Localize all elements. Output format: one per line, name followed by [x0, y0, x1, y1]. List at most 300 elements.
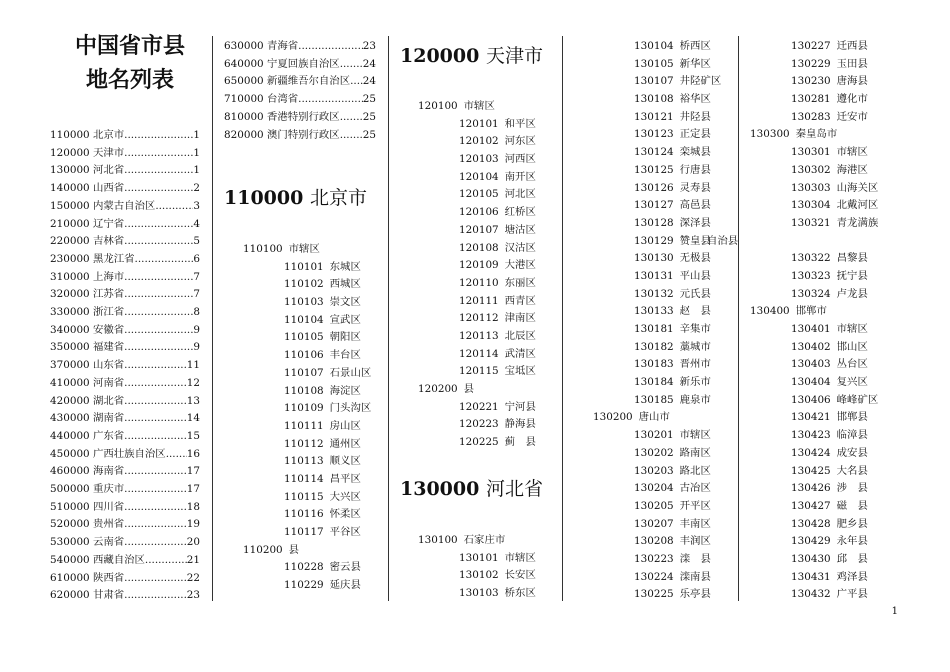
toc-entry-title: 510000 四川省	[50, 500, 125, 513]
region-code: 110200	[243, 543, 283, 556]
region-row	[750, 250, 878, 268]
region-code: 110102	[284, 278, 324, 291]
region-code: 130104	[634, 40, 674, 52]
region-name: 峰峰矿区	[836, 393, 879, 406]
region-row-parent	[750, 126, 878, 144]
toc-entry-title: 370000 山东省	[50, 359, 125, 372]
region-row	[750, 286, 878, 304]
region-code: 120115	[459, 365, 499, 378]
region-code: 130181	[634, 323, 674, 335]
region-name: 蓟 县	[504, 436, 536, 449]
region-code: 130300	[750, 128, 790, 141]
region-row	[750, 586, 878, 604]
region-name: 河东区	[504, 135, 536, 148]
region-row-parent	[418, 381, 536, 399]
region-code: 130183	[634, 358, 674, 371]
region-name: 塘沽区	[504, 223, 536, 236]
toc-entry[interactable]	[50, 428, 200, 446]
region-code: 130424	[791, 446, 831, 459]
region-code: 130108	[634, 93, 674, 106]
toc-leader-dots	[145, 552, 187, 570]
region-name: 石景山区	[329, 366, 372, 379]
region-name: 遵化市	[836, 93, 868, 106]
toc-entry[interactable]	[50, 463, 200, 481]
toc-entry-page: 23	[186, 589, 200, 602]
region-row	[243, 471, 371, 489]
region-name: 崇文区	[329, 296, 361, 309]
region-name: 山海关区	[836, 181, 879, 194]
region-code: 110111	[284, 419, 324, 432]
toc-entry[interactable]	[50, 180, 200, 198]
region-name: 唐山市	[638, 411, 670, 424]
region-code: 130125	[634, 163, 674, 176]
region-row	[750, 551, 878, 569]
region-row	[418, 186, 536, 204]
region-code: 130322	[791, 252, 831, 265]
toc-entry-page: 13	[186, 394, 200, 407]
region-code: 120107	[459, 223, 499, 236]
region-row	[593, 126, 721, 144]
toc-leader-dots	[124, 322, 193, 340]
region-row	[593, 321, 721, 339]
region-row	[750, 480, 878, 498]
region-name: 市辖区	[504, 551, 536, 564]
toc-entry-title: 340000 安徽省	[50, 323, 125, 336]
toc-entry-page: 25	[362, 110, 376, 123]
region-code: 130132	[634, 287, 674, 300]
toc-entry[interactable]	[50, 286, 200, 304]
toc-entry-title: 430000 湖南省	[50, 412, 125, 425]
region-code: 120104	[459, 170, 499, 183]
region-code: 110229	[284, 579, 324, 592]
region-row-parent	[418, 532, 536, 550]
toc-entry[interactable]	[224, 127, 376, 145]
toc-entry[interactable]	[50, 304, 200, 322]
region-row	[750, 109, 878, 127]
region-row	[750, 339, 878, 357]
toc-entry-page: 22	[186, 571, 200, 584]
toc-entry-title: 640000 宁夏回族自治区	[224, 57, 340, 70]
toc-entry[interactable]	[50, 587, 200, 605]
region-row	[593, 180, 721, 198]
toc-leader-dots	[124, 375, 187, 393]
region-name: 南开区	[504, 170, 536, 183]
region-row	[593, 144, 721, 162]
toc-entry[interactable]	[50, 233, 200, 251]
region-code: 130100	[418, 534, 458, 546]
region-code: 130230	[791, 75, 831, 88]
region-code: 110116	[284, 508, 324, 521]
region-row	[418, 240, 536, 258]
toc-entry-page: 3	[193, 199, 200, 212]
section-heading-beijing	[224, 183, 367, 210]
toc-entry-title: 320000 江苏省	[50, 288, 125, 301]
region-row	[593, 268, 721, 286]
region-row	[593, 339, 721, 357]
region-row	[593, 56, 721, 74]
region-name: 临漳县	[836, 429, 868, 442]
region-row	[418, 169, 536, 187]
region-name: 市辖区	[836, 146, 868, 159]
toc-entry[interactable]	[50, 516, 200, 534]
toc-entry-title: 460000 海南省	[50, 465, 125, 478]
region-code: 120111	[459, 294, 499, 307]
toc-leader-dots	[298, 38, 363, 56]
toc-entry-title: 110000 北京市	[50, 129, 125, 141]
region-code: 120221	[459, 400, 499, 413]
toc-entry-page: 25	[362, 93, 376, 106]
toc-entry[interactable]	[50, 339, 200, 357]
region-row	[418, 328, 536, 346]
toc-entry-page: 6	[193, 252, 200, 265]
region-code: 130201	[634, 429, 674, 442]
region-row	[593, 463, 721, 481]
region-row	[593, 215, 721, 233]
region-row	[243, 559, 371, 577]
region-name: 房山区	[329, 419, 361, 432]
section-code: 110000	[224, 187, 304, 209]
region-name: 密云县	[329, 561, 361, 574]
region-name: 县	[288, 543, 300, 556]
region-code: 120101	[459, 117, 499, 130]
toc-list-2	[224, 38, 376, 144]
region-name: 路南区	[679, 446, 711, 459]
toc-entry[interactable]	[50, 410, 200, 428]
region-name: 广平县	[836, 588, 868, 601]
toc-entry-page: 7	[193, 288, 200, 301]
region-name: 晋州市	[679, 358, 711, 371]
toc-entry[interactable]	[50, 499, 200, 517]
region-name: 昌平区	[329, 472, 361, 485]
region-name: 宝坻区	[504, 365, 536, 378]
toc-leader-dots	[340, 127, 363, 145]
hebei-list-continued-2	[707, 38, 879, 604]
toc-entry[interactable]	[224, 38, 376, 56]
region-row	[243, 312, 371, 330]
region-row	[750, 56, 878, 74]
region-row	[418, 116, 536, 134]
toc-leader-dots	[124, 269, 193, 287]
toc-leader-dots	[124, 534, 187, 552]
region-code: 130208	[634, 535, 674, 548]
toc-entry[interactable]	[224, 73, 376, 91]
region-name: 开平区	[679, 499, 711, 512]
region-code: 130224	[634, 570, 674, 583]
region-code: 110100	[243, 243, 283, 255]
toc-entry[interactable]	[50, 198, 200, 216]
toc-entry-page: 12	[186, 376, 200, 389]
region-name: 赵 县	[679, 305, 711, 318]
region-row	[593, 91, 721, 109]
hebei-list-continued	[593, 38, 721, 604]
region-name: 丰台区	[329, 349, 361, 362]
region-name: 邱 县	[836, 552, 868, 565]
region-row	[243, 436, 371, 454]
toc-entry-title: 650000 新疆维吾尔自治区	[224, 75, 351, 88]
region-name: 抚宁县	[836, 269, 868, 282]
toc-entry[interactable]	[50, 552, 200, 570]
toc-entry-page: 15	[186, 429, 200, 442]
section-heading-hebei	[400, 474, 543, 501]
toc-entry-title: 210000 辽宁省	[50, 217, 125, 230]
region-row	[750, 569, 878, 587]
document-title-line2: 地名列表	[85, 68, 174, 93]
region-name: 桥西区	[679, 40, 711, 52]
region-code: 130223	[634, 552, 674, 565]
region-row	[750, 516, 878, 534]
region-row	[243, 294, 371, 312]
region-row	[750, 268, 878, 286]
region-name: 玉田县	[836, 57, 868, 70]
region-code: 130207	[634, 517, 674, 530]
region-code: 120200	[418, 383, 458, 395]
region-name: 永年县	[836, 535, 868, 548]
toc-entry[interactable]	[224, 56, 376, 74]
region-name: 长安区	[504, 569, 536, 582]
region-code: 130431	[791, 570, 831, 583]
region-code: 120106	[459, 206, 499, 219]
toc-leader-dots	[124, 587, 187, 605]
region-row	[750, 91, 878, 109]
toc-entry-page: 25	[362, 128, 376, 141]
toc-entry-title: 530000 云南省	[50, 536, 125, 549]
region-name: 乐亭县	[679, 588, 711, 601]
toc-entry[interactable]	[50, 322, 200, 340]
toc-leader-dots	[124, 127, 193, 145]
region-row	[418, 204, 536, 222]
page-number: 1	[891, 606, 898, 617]
region-row	[243, 453, 371, 471]
toc-entry-page: 1	[193, 164, 200, 177]
region-row	[593, 551, 721, 569]
toc-entry-title: 150000 内蒙古自治区	[50, 199, 156, 212]
region-name: 涉 县	[836, 482, 868, 495]
region-code: 130301	[791, 146, 831, 159]
region-name: 北戴河区	[836, 199, 879, 212]
region-row	[418, 257, 536, 275]
region-name: 市辖区	[288, 243, 320, 255]
toc-entry-title: 140000 山西省	[50, 182, 125, 195]
toc-entry[interactable]	[50, 446, 200, 464]
region-code: 120100	[418, 100, 458, 112]
toc-entry[interactable]	[224, 109, 376, 127]
toc-entry[interactable]	[50, 251, 200, 269]
region-code: 130182	[634, 340, 674, 353]
region-row	[243, 489, 371, 507]
region-row	[243, 276, 371, 294]
region-code: 120112	[459, 312, 499, 325]
region-code: 130102	[459, 569, 499, 582]
region-name: 高邑县	[679, 199, 711, 212]
region-name: 昌黎县	[836, 252, 868, 265]
toc-leader-dots	[124, 481, 187, 499]
region-name: 深泽县	[679, 216, 711, 229]
region-name: 汉沽区	[504, 241, 536, 254]
toc-leader-dots	[350, 73, 363, 91]
region-row	[750, 197, 878, 215]
region-name: 邯郸市	[795, 305, 827, 318]
toc-entry-page: 17	[186, 483, 200, 496]
region-name: 裕华区	[679, 93, 711, 106]
region-row	[243, 418, 371, 436]
region-code: 120110	[459, 276, 499, 289]
region-row	[593, 569, 721, 587]
region-row-parent	[418, 98, 536, 116]
region-code: 130402	[791, 340, 831, 353]
region-code: 110103	[284, 296, 324, 309]
toc-entry[interactable]	[50, 127, 200, 145]
toc-entry-page: 16	[186, 447, 200, 460]
region-code: 130302	[791, 163, 831, 176]
region-row	[593, 162, 721, 180]
region-code: 130425	[791, 464, 831, 477]
region-code: 130184	[634, 376, 674, 389]
region-code: 130406	[791, 393, 831, 406]
toc-leader-dots	[124, 304, 193, 322]
region-row	[750, 392, 878, 410]
column-divider	[212, 36, 213, 601]
region-row	[593, 533, 721, 551]
toc-leader-dots	[124, 499, 187, 517]
region-code: 130127	[634, 199, 674, 212]
toc-entry[interactable]	[50, 375, 200, 393]
region-code: 130427	[791, 499, 831, 512]
region-row	[418, 310, 536, 328]
region-code: 130205	[634, 499, 674, 512]
region-row	[418, 550, 536, 568]
region-code: 130304	[791, 199, 831, 212]
region-code: 130103	[459, 587, 499, 600]
toc-leader-dots	[124, 216, 193, 234]
region-code: 130281	[791, 93, 831, 106]
region-row-parent	[750, 303, 878, 321]
toc-entry-title: 330000 浙江省	[50, 306, 125, 319]
region-name: 宣武区	[329, 313, 361, 326]
region-code: 110114	[284, 472, 324, 485]
toc-entry-title: 810000 香港特别行政区	[224, 110, 340, 123]
toc-entry[interactable]	[50, 162, 200, 180]
region-code: 130430	[791, 552, 831, 565]
region-row	[593, 109, 721, 127]
region-code: 130107	[634, 75, 674, 88]
region-name: 新华区	[679, 57, 711, 70]
region-code: 130227	[791, 40, 831, 52]
region-row-parent	[243, 241, 371, 259]
region-name: 栾城县	[679, 146, 711, 159]
region-code: 110115	[284, 490, 324, 503]
region-name: 灵寿县	[679, 181, 711, 194]
section-name: 天津市	[485, 45, 543, 67]
region-row	[418, 346, 536, 364]
toc-entry[interactable]	[50, 534, 200, 552]
region-name: 西城区	[329, 278, 361, 291]
toc-entry-page: 24	[362, 75, 376, 88]
region-row	[593, 374, 721, 392]
region-row	[243, 365, 371, 383]
region-row	[243, 347, 371, 365]
toc-entry[interactable]	[224, 91, 376, 109]
region-name: 新乐市	[679, 376, 711, 389]
region-name: 市辖区	[836, 323, 868, 335]
region-name: 行唐县	[679, 163, 711, 176]
region-code: 130432	[791, 588, 831, 601]
region-name: 肥乡县	[836, 517, 868, 530]
toc-entry-page: 20	[186, 536, 200, 549]
toc-list-1	[50, 127, 200, 605]
region-code: 130225	[634, 588, 674, 601]
toc-entry-title: 820000 澳门特别行政区	[224, 128, 340, 141]
toc-entry-title: 420000 湖北省	[50, 394, 125, 407]
region-row	[750, 321, 878, 339]
region-name: 滦南县	[679, 570, 711, 583]
toc-entry[interactable]	[50, 393, 200, 411]
toc-leader-dots	[135, 251, 194, 269]
toc-entry[interactable]	[50, 269, 200, 287]
region-name: 海港区	[836, 163, 868, 176]
region-code: 110104	[284, 313, 324, 326]
region-name: 怀柔区	[329, 508, 361, 521]
region-name: 朝阳区	[329, 331, 361, 344]
region-row	[418, 567, 536, 585]
region-code: 120223	[459, 418, 499, 431]
region-code: 110107	[284, 366, 324, 379]
region-code: 130185	[634, 393, 674, 406]
region-row	[750, 427, 878, 445]
region-row	[750, 445, 878, 463]
toc-leader-dots	[166, 446, 187, 464]
section-name: 河北省	[485, 478, 543, 500]
region-name: 赞皇县	[679, 234, 711, 247]
toc-entry-page: 19	[186, 518, 200, 531]
toc-leader-dots	[124, 410, 187, 428]
region-code: 130423	[791, 429, 831, 442]
toc-entry[interactable]	[50, 570, 200, 588]
region-code: 130123	[634, 128, 674, 141]
region-code: 110108	[284, 384, 324, 397]
toc-entry[interactable]	[50, 481, 200, 499]
region-name: 红桥区	[504, 206, 536, 219]
region-row-parent	[593, 409, 721, 427]
toc-entry-title: 710000 台湾省	[224, 93, 299, 106]
region-name: 复兴区	[836, 376, 868, 389]
region-name: 和平区	[504, 117, 536, 130]
region-code: 110113	[284, 455, 324, 468]
region-code: 130283	[791, 110, 831, 123]
region-name: 石家庄市	[463, 534, 506, 546]
toc-entry[interactable]	[50, 145, 200, 163]
region-code: 130133	[634, 305, 674, 318]
region-row	[593, 427, 721, 445]
region-name: 自治县	[707, 234, 739, 247]
column-divider	[562, 36, 563, 601]
toc-entry[interactable]	[50, 216, 200, 234]
region-row	[243, 524, 371, 542]
toc-entry[interactable]	[50, 357, 200, 375]
toc-leader-dots	[124, 145, 193, 163]
region-code: 130124	[634, 146, 674, 159]
toc-leader-dots	[155, 198, 193, 216]
region-row	[243, 577, 371, 595]
toc-leader-dots	[124, 286, 193, 304]
region-code: 130200	[593, 411, 633, 424]
region-code: 120109	[459, 259, 499, 272]
region-code: 130130	[634, 252, 674, 265]
region-name: 静海县	[504, 418, 536, 431]
region-row	[750, 374, 878, 392]
toc-leader-dots	[124, 393, 187, 411]
region-code: 130428	[791, 517, 831, 530]
region-row-parent	[243, 542, 371, 560]
